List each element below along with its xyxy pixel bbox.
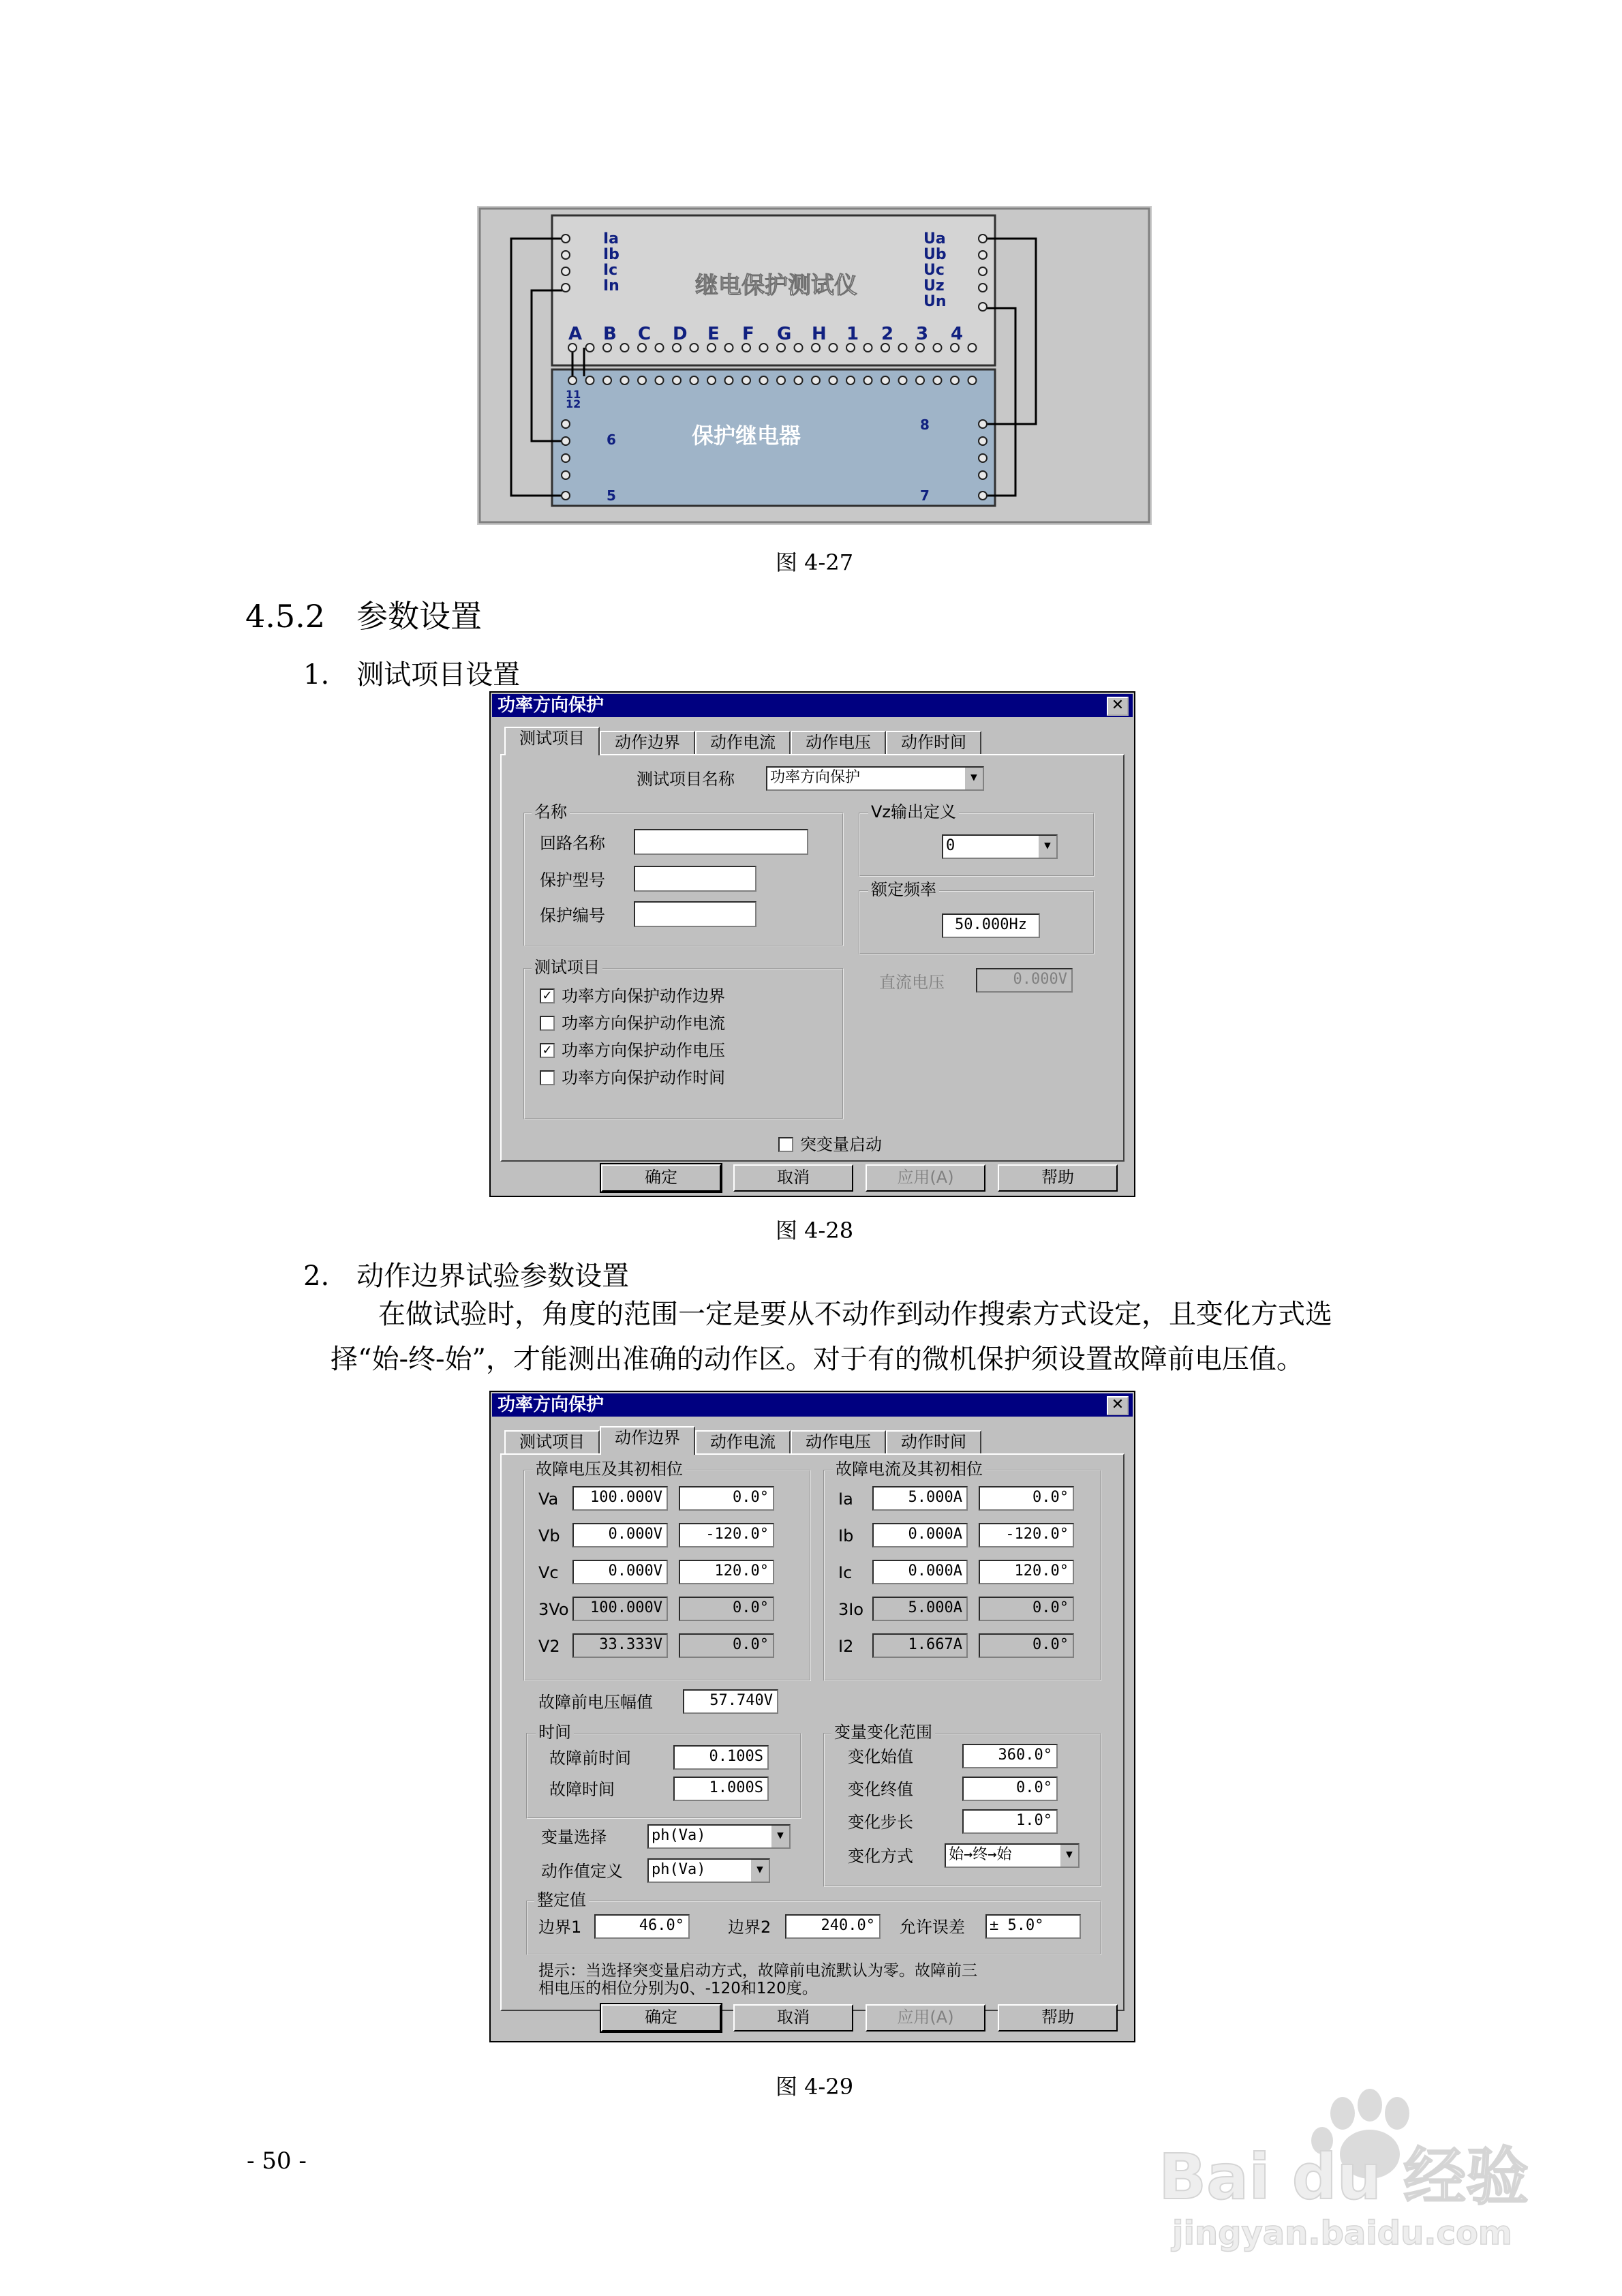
- close-icon[interactable]: ✕: [1107, 697, 1129, 716]
- tester-right-pin: [979, 303, 987, 311]
- current-name: Ib: [838, 1526, 854, 1545]
- relay-top-pin: [864, 376, 872, 384]
- chevron-down-icon[interactable]: ▼: [770, 1826, 789, 1847]
- tester-terminal-pin: [638, 344, 646, 352]
- tester-terminal-pin: [864, 344, 872, 352]
- label-Ic: Ic: [603, 262, 618, 279]
- voltage-magnitude-field: 33.333V: [572, 1633, 668, 1658]
- relay-right-pin: [979, 471, 987, 479]
- relay-top-pin: [586, 376, 594, 384]
- relay-right-pin: [979, 437, 987, 445]
- tester-terminal-pin: [968, 344, 977, 352]
- test-item-label: 功率方向保护动作电压: [562, 1041, 725, 1060]
- voltage-name: Vc: [538, 1563, 559, 1582]
- relay-left-pin: [562, 471, 570, 479]
- tester-terminal-pin: [586, 344, 594, 352]
- current-magnitude-field[interactable]: 5.000A: [872, 1486, 968, 1511]
- b1-field[interactable]: 46.0°: [594, 1914, 690, 1939]
- current-name: Ic: [838, 1563, 853, 1582]
- voltage-magnitude-field[interactable]: 100.000V: [572, 1486, 668, 1511]
- relay-top-pin: [725, 376, 733, 384]
- step-label: 变化步长: [848, 1813, 913, 1832]
- terminal-label: 2: [881, 324, 894, 344]
- item1-title: 1. 测试项目设置: [303, 659, 521, 691]
- terminal-label: A: [568, 324, 583, 344]
- tab-time[interactable]: 动作时间: [886, 1430, 981, 1455]
- relay-top-pin: [656, 376, 664, 384]
- tester-terminal-pin: [899, 344, 907, 352]
- tab-boundary[interactable]: 动作边界: [600, 731, 695, 755]
- relay-top-pin: [951, 376, 959, 384]
- relay-right-pin: [979, 420, 987, 428]
- tab-test-items[interactable]: 测试项目: [504, 1430, 600, 1455]
- dialog-test-items: [489, 691, 1135, 1197]
- relay-top-pin: [968, 376, 977, 384]
- step-field[interactable]: 1.0°: [962, 1809, 1058, 1834]
- model-label: 保护型号: [540, 871, 605, 890]
- tester-terminal-pin: [881, 344, 889, 352]
- close-icon[interactable]: ✕: [1107, 1396, 1129, 1415]
- serial-label: 保护编号: [540, 906, 605, 925]
- tester-left-pin: [562, 235, 570, 243]
- tab-current[interactable]: 动作电流: [695, 1430, 791, 1455]
- test-item-label: 功率方向保护动作边界: [562, 986, 725, 1006]
- tester-right-pin: [979, 267, 987, 275]
- b1-label: 边界1: [538, 1918, 582, 1937]
- chevron-down-icon[interactable]: ▼: [1037, 836, 1056, 858]
- section-heading: 4.5.2 参数设置: [245, 598, 483, 635]
- items-group-legend: 测试项目: [532, 958, 602, 976]
- end-label: 变化终值: [848, 1780, 913, 1799]
- tester-terminal-pin: [673, 344, 681, 352]
- dc-field: 0.000V: [976, 968, 1073, 993]
- b2-label: 边界2: [728, 1918, 771, 1937]
- current-angle-field[interactable]: 120.0°: [979, 1560, 1074, 1584]
- watermark-logo: [1159, 2086, 1540, 2256]
- current-group-legend: 故障电流及其初相位: [833, 1460, 985, 1478]
- label-Uc: Uc: [923, 262, 945, 279]
- relay-top-pin: [899, 376, 907, 384]
- relay-pin-11: 11: [566, 388, 581, 401]
- prefault-time-label: 故障前时间: [549, 1749, 631, 1768]
- terminal-label: 4: [951, 324, 964, 344]
- range-group-legend: 变量变化范围: [831, 1723, 935, 1741]
- serial-field[interactable]: [634, 901, 756, 927]
- tab-current[interactable]: 动作电流: [695, 731, 791, 755]
- voltage-magnitude-field: 100.000V: [572, 1597, 668, 1621]
- ok-button[interactable]: 确定: [601, 2004, 721, 2031]
- item2-para-line2: 择“始-终-始”，才能测出准确的动作区。对于有的微机保护须设置故障前电压值。: [331, 1344, 1304, 1375]
- var-select[interactable]: ph(Va) ▼: [647, 1824, 791, 1849]
- test-item-checkbox[interactable]: [540, 1016, 555, 1031]
- current-magnitude-field[interactable]: 0.000A: [872, 1560, 968, 1584]
- terminal-label: H: [812, 324, 827, 344]
- relay-pin-5: 5: [607, 487, 616, 504]
- relay-top-pin: [638, 376, 646, 384]
- relay-top-pin: [795, 376, 803, 384]
- tester-right-pin: [979, 235, 987, 243]
- vz-group-legend: Vz输出定义: [868, 803, 959, 821]
- circuit-field[interactable]: [634, 829, 808, 855]
- voltage-angle-field[interactable]: -120.0°: [679, 1523, 774, 1547]
- label-Uz: Uz: [923, 277, 945, 294]
- tol-label: 允许误差: [900, 1918, 965, 1937]
- current-angle-field[interactable]: 0.0°: [979, 1486, 1074, 1511]
- relay-top-pin: [760, 376, 768, 384]
- tester-terminal-pin: [760, 344, 768, 352]
- chevron-down-icon[interactable]: ▼: [964, 768, 983, 789]
- label-Ub: Ub: [923, 246, 947, 263]
- page-number: - 50 -: [247, 2147, 307, 2175]
- current-name: 3Io: [838, 1600, 864, 1619]
- voltage-magnitude-field[interactable]: 0.000V: [572, 1560, 668, 1584]
- relay-right-pin: [979, 492, 987, 500]
- relay-top-pin: [934, 376, 942, 384]
- voltage-angle-field: 0.0°: [679, 1633, 774, 1658]
- tester-terminal-pin: [656, 344, 664, 352]
- relay-pin-6: 6: [607, 432, 616, 448]
- voltage-name: Vb: [538, 1526, 560, 1545]
- tester-title: 继电保护测试仪: [695, 272, 857, 299]
- test-item-checkbox[interactable]: ✓: [540, 1043, 555, 1058]
- voltage-angle-field: 0.0°: [679, 1597, 774, 1621]
- tester-terminal-pin: [812, 344, 820, 352]
- tester-left-pin: [562, 267, 570, 275]
- tester-terminal-pin: [725, 344, 733, 352]
- apply-button: 应用(A): [866, 1164, 985, 1192]
- relay-left-pin: [562, 454, 570, 462]
- item2-para-line1: 在做试验时，角度的范围一定是要从不动作到动作搜索方式设定，且变化方式选: [378, 1299, 1332, 1330]
- freq-group-legend: 额定频率: [868, 881, 939, 898]
- sudden-label: 突变量启动: [800, 1135, 882, 1154]
- voltage-magnitude-field[interactable]: 0.000V: [572, 1523, 668, 1547]
- current-name: I2: [838, 1637, 854, 1656]
- tester-terminal-pin: [690, 344, 699, 352]
- start-label: 变化始值: [848, 1747, 913, 1766]
- terminal-label: 3: [916, 324, 929, 344]
- vz-select[interactable]: 0 ▼: [942, 834, 1058, 859]
- b2-field[interactable]: 240.0°: [785, 1914, 881, 1939]
- tab-time[interactable]: 动作时间: [886, 731, 981, 755]
- test-item-checkbox[interactable]: [540, 1070, 555, 1085]
- relay-top-pin: [916, 376, 924, 384]
- ok-button[interactable]: 确定: [601, 1164, 721, 1192]
- name-group-legend: 名称: [532, 803, 570, 821]
- relay-top-pin: [812, 376, 820, 384]
- voltage-name: V2: [538, 1637, 560, 1656]
- label-In: In: [603, 277, 619, 294]
- chevron-down-icon[interactable]: ▼: [750, 1860, 769, 1882]
- current-magnitude-field[interactable]: 0.000A: [872, 1523, 968, 1547]
- dialog-title: 功率方向保护 ✕: [492, 1393, 1133, 1417]
- label-Un: Un: [923, 293, 947, 310]
- model-field[interactable]: [634, 866, 756, 892]
- terminal-label: E: [707, 324, 720, 344]
- relay-top-pin: [829, 376, 838, 384]
- label-Ia: Ia: [603, 230, 619, 247]
- label-Ib: Ib: [603, 246, 619, 263]
- setting-group-legend: 整定值: [534, 1891, 589, 1909]
- relay-left-pin: [562, 437, 570, 445]
- current-angle-field[interactable]: -120.0°: [979, 1523, 1074, 1547]
- watermark-brand: Bai du 经验: [1159, 2141, 1529, 2214]
- current-name: Ia: [838, 1490, 853, 1509]
- voltage-angle-field[interactable]: 120.0°: [679, 1560, 774, 1584]
- wiring-diagram: [477, 206, 1152, 525]
- test-name-label: 测试项目名称: [637, 770, 735, 789]
- fault-time-field[interactable]: 1.000S: [673, 1777, 769, 1801]
- hint-line2: 相电压的相位分别为0、-120和120度。: [538, 1980, 818, 1997]
- relay-top-pin: [846, 376, 855, 384]
- tab-test-items[interactable]: 测试项目: [504, 727, 600, 755]
- freq-field[interactable]: 50.000Hz: [942, 913, 1040, 938]
- tester-terminal-pin: [603, 344, 611, 352]
- figure-caption-4-27: 图 4-27: [776, 549, 854, 575]
- cancel-button[interactable]: 取消: [733, 2004, 853, 2031]
- tester-terminal-pin: [707, 344, 716, 352]
- prefault-field[interactable]: 57.740V: [683, 1689, 778, 1714]
- help-button[interactable]: 帮助: [998, 1164, 1118, 1192]
- tab-voltage[interactable]: 动作电压: [791, 731, 886, 755]
- terminal-label: G: [777, 324, 792, 344]
- relay-pin-12: 12: [566, 397, 581, 410]
- dc-label: 直流电压: [879, 973, 945, 992]
- relay-title: 保护继电器: [692, 423, 801, 449]
- fault-time-label: 故障时间: [549, 1780, 615, 1799]
- figure-caption-4-28: 图 4-28: [776, 1218, 854, 1243]
- item2-title: 2. 动作边界试验参数设置: [303, 1260, 630, 1292]
- tester-left-pin: [562, 251, 570, 259]
- voltage-name: 3Vo: [538, 1600, 569, 1619]
- test-item-checkbox[interactable]: ✓: [540, 988, 555, 1003]
- tab-voltage[interactable]: 动作电压: [791, 1430, 886, 1455]
- tester-terminal-pin: [568, 344, 577, 352]
- current-magnitude-field: 5.000A: [872, 1597, 968, 1621]
- apply-button: 应用(A): [866, 2004, 985, 2031]
- prefault-label: 故障前电压幅值: [538, 1693, 653, 1712]
- dialog-title: 功率方向保护 ✕: [492, 694, 1133, 717]
- tester-terminal-pin: [934, 344, 942, 352]
- voltage-name: Va: [538, 1490, 559, 1509]
- dialog-action-boundary: [489, 1391, 1135, 2042]
- sudden-checkbox[interactable]: [778, 1137, 793, 1152]
- time-group-legend: 时间: [536, 1723, 574, 1741]
- relay-pin-8: 8: [920, 417, 930, 433]
- hint-line1: 提示：当选择突变量启动方式，故障前电流默认为零。故障前三: [538, 1962, 977, 1980]
- tester-right-pin: [979, 251, 987, 259]
- test-item-label: 功率方向保护动作时间: [562, 1068, 725, 1087]
- relay-left-pin: [562, 492, 570, 500]
- mode-label: 变化方式: [848, 1847, 913, 1866]
- tester-terminal-pin: [951, 344, 959, 352]
- relay-top-pin: [673, 376, 681, 384]
- wiring-diagram-svg: [477, 206, 1152, 525]
- circuit-label: 回路名称: [540, 834, 605, 853]
- terminal-label: 1: [846, 324, 859, 344]
- current-magnitude-field: 1.667A: [872, 1633, 968, 1658]
- terminal-label: B: [603, 324, 617, 344]
- relay-top-pin: [777, 376, 785, 384]
- cancel-button[interactable]: 取消: [733, 1164, 853, 1192]
- relay-top-pin: [742, 376, 750, 384]
- tester-terminal-pin: [916, 344, 924, 352]
- relay-right-pin: [979, 454, 987, 462]
- tester-terminal-pin: [621, 344, 629, 352]
- tester-terminal-pin: [795, 344, 803, 352]
- relay-top-pin: [881, 376, 889, 384]
- tester-terminal-pin: [846, 344, 855, 352]
- var-label: 变量选择: [541, 1828, 607, 1847]
- actdef-select[interactable]: ph(Va) ▼: [647, 1858, 770, 1883]
- tester-terminal-pin: [829, 344, 838, 352]
- help-button[interactable]: 帮助: [998, 2004, 1118, 2031]
- start-field[interactable]: 360.0°: [962, 1744, 1058, 1768]
- tester-right-pin: [979, 284, 987, 292]
- relay-pin-7: 7: [920, 487, 930, 504]
- relay-top-pin: [690, 376, 699, 384]
- voltage-angle-field[interactable]: 0.0°: [679, 1486, 774, 1511]
- tester-terminal-pin: [742, 344, 750, 352]
- test-name-select[interactable]: 功率方向保护 ▼: [766, 766, 984, 791]
- actdef-label: 动作值定义: [541, 1862, 623, 1881]
- mode-select[interactable]: 始→终→始 ▼: [945, 1843, 1080, 1868]
- terminal-label: D: [673, 324, 688, 344]
- current-angle-field: 0.0°: [979, 1597, 1074, 1621]
- test-item-label: 功率方向保护动作电流: [562, 1014, 725, 1033]
- tester-terminal-pin: [777, 344, 785, 352]
- end-field[interactable]: 0.0°: [962, 1777, 1058, 1801]
- tester-left-pin: [562, 284, 570, 292]
- tol-field[interactable]: ± 5.0°: [985, 1914, 1081, 1939]
- prefault-time-field[interactable]: 0.100S: [673, 1745, 769, 1770]
- relay-top-pin: [603, 376, 611, 384]
- relay-left-pin: [562, 420, 570, 428]
- chevron-down-icon[interactable]: ▼: [1059, 1845, 1078, 1867]
- terminal-label: C: [638, 324, 652, 344]
- figure-caption-4-29: 图 4-29: [776, 2074, 854, 2100]
- terminal-label: F: [742, 324, 754, 344]
- relay-top-pin: [621, 376, 629, 384]
- current-angle-field: 0.0°: [979, 1633, 1074, 1658]
- label-Ua: Ua: [923, 230, 946, 247]
- relay-top-pin: [568, 376, 577, 384]
- relay-top-pin: [707, 376, 716, 384]
- tab-boundary[interactable]: 动作边界: [600, 1426, 695, 1455]
- voltage-group-legend: 故障电压及其初相位: [533, 1460, 686, 1478]
- watermark-url: jingyan.baidu.com: [1172, 2214, 1512, 2252]
